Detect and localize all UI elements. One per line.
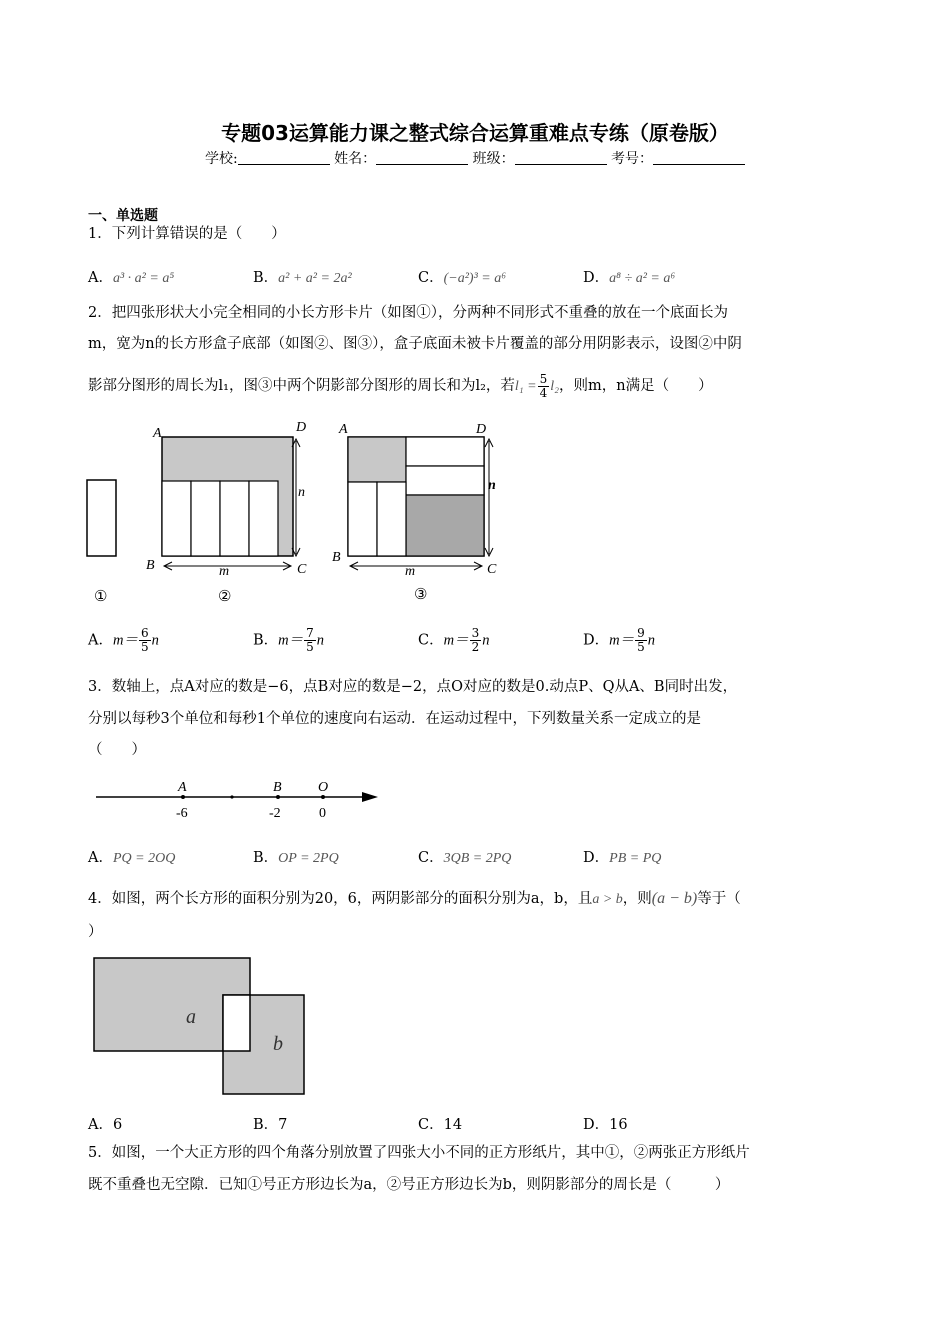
figure-3-card [348, 482, 377, 556]
page-title: 专题03运算能力课之整式综合运算重难点专练（原卷版） [221, 121, 729, 145]
q3-option-c-label: C． [418, 850, 444, 866]
q2-option-a-post: n [151, 632, 159, 649]
q1-option-a[interactable] [88, 266, 174, 287]
q2-option-c-post: n [482, 632, 490, 649]
exam-number-label: 考号： [611, 151, 654, 167]
student-info-line [0, 148, 950, 168]
name-label: 姓名： [334, 151, 377, 167]
q2-fraction-num: 5 [539, 371, 548, 386]
figure-3-shaded-top-left [348, 437, 406, 482]
q2-fraction-den: 4 [539, 385, 548, 400]
q3-option-d[interactable] [583, 846, 661, 867]
q2-option-b-den: 5 [306, 640, 314, 654]
point-a-dot [181, 795, 185, 799]
q3-option-b[interactable] [253, 846, 339, 867]
point-b-dot [276, 795, 280, 799]
q2-option-d-pre: m＝ [609, 632, 635, 649]
q2-option-a-frac [139, 627, 151, 654]
q3-option-b-expr: OP = 2PQ [278, 851, 339, 866]
q1-option-d-expr: a⁸ ÷ a² = a⁶ [609, 271, 676, 286]
q2-option-b[interactable] [253, 627, 324, 654]
figure-2-card [220, 481, 249, 556]
section-heading: 一、单选题 [88, 208, 158, 224]
q4-expression: (a − b) [651, 890, 698, 907]
figure-3-card [377, 482, 406, 556]
q2-l1: l₁ = [514, 379, 537, 394]
question-5-line-2: 既不重叠也无空隙．已知①号正方形边长为a，②号正方形边长为b，则阴影部分的周长是（ ） [88, 1177, 730, 1193]
q2-figure [80, 415, 520, 610]
question-4-line-2: ） [88, 924, 103, 940]
q2-option-b-post: n [316, 632, 325, 649]
fig3-label-c: C [487, 562, 497, 577]
tick-dot [230, 795, 233, 798]
figure-2-card [191, 481, 220, 556]
shaded-area-b-label: b [273, 1033, 283, 1055]
name-blank[interactable] [376, 150, 468, 165]
q1-option-a-expr: a³ · a² = a⁵ [112, 271, 175, 286]
q2-option-a[interactable] [88, 627, 159, 654]
q1-option-a-label: A． [88, 270, 113, 286]
q2-option-d-frac [635, 627, 647, 654]
q4-option-b[interactable]: B．7 [253, 1117, 288, 1133]
q2-option-c-pre: m＝ [443, 632, 469, 649]
figure-2-card [162, 481, 191, 556]
q1-option-c-label: C． [418, 270, 444, 286]
question-3-line-1: 3．数轴上，点A对应的数是−6，点B对应的数是−2，点O对应的数是0.动点P、Q从A、B同时出发， [88, 679, 738, 695]
q4-condition: a > b [592, 892, 623, 907]
q2-l2: l₂ [550, 379, 560, 394]
question-3-line-2: 分别以每秒3个单位和每秒1个单位的速度向右运动．在运动过程中，下列数量关系一定成立的是 [88, 711, 701, 727]
q4-option-d[interactable]: D．16 [583, 1117, 628, 1133]
fig2-label-a: A [153, 426, 162, 441]
q2-option-c-num: 3 [471, 626, 480, 640]
q3-option-c-expr: 3QB = 2PQ [443, 851, 512, 866]
q4-text-c: 等于（ [697, 891, 741, 907]
q3-number-line [90, 775, 390, 825]
fig2-label-m: m [219, 564, 230, 579]
q3-option-c[interactable] [418, 846, 511, 867]
fig3-label-b: B [332, 550, 341, 565]
q2-fraction [538, 373, 550, 400]
q1-option-c[interactable] [418, 266, 506, 287]
figure-3-caption: ③ [414, 587, 428, 603]
fig2-label-c: C [297, 562, 307, 577]
q1-option-b[interactable] [253, 266, 352, 287]
q1-option-c-expr: (−a²)³ = a⁶ [443, 271, 507, 286]
question-2-line-3 [88, 370, 858, 403]
school-label: 学校: [204, 151, 238, 167]
q2-option-a-label: A． [88, 632, 113, 649]
q2-option-a-pre: m＝ [112, 632, 138, 649]
q2-line-3-text: 影部分图形的周长为l₁，图③中两个阴影部分图形的周长和为l₂，若 [88, 378, 515, 394]
question-2-line-2: m，宽为n的长方形盒子底部（如图②、图③），盒子底面未被卡片覆盖的部分用阴影表示，设图②中阴 [88, 336, 742, 352]
axis-value-o: 0 [319, 806, 326, 821]
axis-value-a: -6 [176, 806, 188, 821]
q2-option-c[interactable] [418, 627, 489, 654]
question-5-line-1: 5．如图，一个大正方形的四个角落分别放置了四张大小不同的正方形纸片，其中①，②两张正方形纸片 [88, 1145, 750, 1161]
q3-option-b-label: B． [253, 850, 279, 866]
point-o-dot [321, 795, 325, 799]
q2-option-c-label: C． [418, 632, 444, 649]
overlap-region [223, 995, 250, 1051]
figure-2-caption: ② [218, 589, 232, 605]
q2-option-b-label: B． [253, 632, 279, 649]
fig2-label-d: D [296, 420, 307, 435]
question-4-line-1 [88, 882, 868, 916]
school-blank[interactable] [238, 150, 330, 165]
q3-option-d-label: D． [583, 850, 610, 866]
axis-label-a: A [178, 780, 187, 795]
q2-option-d-den: 5 [637, 640, 645, 654]
q2-option-a-num: 6 [140, 626, 149, 640]
question-3-line-3: （ ） [88, 742, 146, 758]
q1-option-b-expr: a² + a² = 2a² [278, 271, 352, 286]
class-blank[interactable] [515, 150, 607, 165]
q3-option-a-expr: PQ = 2OQ [112, 851, 176, 866]
fig3-label-a: A [339, 422, 348, 437]
q2-option-d-num: 9 [637, 626, 645, 640]
q4-option-c[interactable]: C．14 [418, 1117, 463, 1133]
shaded-area-a-label: a [186, 1006, 196, 1028]
question-1-stem: 1．下列计算错误的是（ ） [88, 226, 286, 242]
q2-option-c-den: 2 [471, 640, 480, 654]
question-2-line-1: 2．把四张形状大小完全相同的小长方形卡片（如图①），分两种不同形式不重叠的放在一个底面长为 [88, 305, 728, 321]
fig3-label-n: n [488, 478, 496, 493]
q2-option-d[interactable] [583, 627, 655, 654]
figure-3-card [406, 466, 484, 495]
q2-option-b-num: 7 [306, 626, 314, 640]
axis-label-o: O [318, 780, 329, 795]
q4-option-a[interactable]: A．6 [88, 1117, 123, 1133]
q4-text-b: ，则 [622, 891, 652, 907]
q2-option-d-label: D． [583, 632, 610, 649]
figure-1-caption: ① [94, 589, 108, 605]
axis-label-b: B [273, 780, 282, 795]
q3-option-d-expr: PB = PQ [609, 851, 662, 866]
figure-3-shaded-bottom-right [406, 495, 484, 556]
q2-option-a-den: 5 [140, 640, 149, 654]
class-label: 班级： [472, 151, 515, 167]
q2-option-d-post: n [647, 632, 656, 649]
exam-number-blank[interactable] [653, 150, 745, 165]
fig3-label-d: D [476, 422, 487, 437]
figure-2-card [249, 481, 278, 556]
figure-3-card [406, 437, 484, 466]
q1-option-d-label: D． [583, 270, 610, 286]
q4-text-a: 4．如图，两个长方形的面积分别为20，6，两阴影部分的面积分别为a，b，且 [88, 891, 593, 907]
card-figure-1 [87, 480, 116, 556]
axis-value-b: -2 [269, 806, 281, 821]
q2-option-b-pre: m＝ [278, 632, 304, 649]
fig2-label-n: n [298, 485, 305, 500]
q2-line-3-tail: ，则m，n满足（ ） [559, 378, 713, 394]
fig2-label-b: B [146, 558, 155, 573]
q2-option-b-frac [304, 627, 316, 654]
q4-figure [90, 955, 310, 1097]
q2-option-c-frac [470, 627, 482, 654]
number-line-arrowhead [362, 792, 378, 802]
fig3-label-m: m [405, 564, 416, 579]
q1-option-d[interactable] [583, 266, 675, 287]
q3-option-a[interactable] [88, 846, 175, 867]
q3-option-a-label: A． [88, 850, 113, 866]
q1-option-b-label: B． [253, 270, 279, 286]
